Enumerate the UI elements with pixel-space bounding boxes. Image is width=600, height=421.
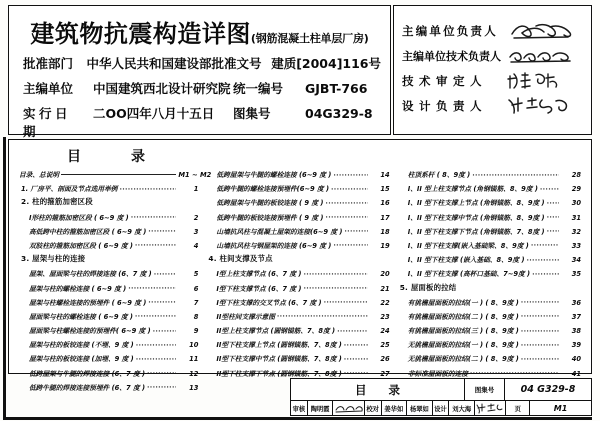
signatory-row bbox=[402, 68, 584, 93]
toc-leader-dots bbox=[547, 198, 559, 205]
toc-entry-page: 14 bbox=[380, 171, 390, 179]
toc-entry-page: 28 bbox=[571, 171, 581, 179]
toc-leader-dots bbox=[153, 326, 177, 333]
footer-name-reviewer: 陶明霞 bbox=[308, 401, 334, 415]
toc-entry-page: 7 bbox=[193, 298, 199, 307]
footer-page-label: 页 bbox=[506, 401, 530, 415]
toc-entry-label: I型上柱支撑节点 (6、7 度 ) bbox=[216, 270, 302, 279]
toc-entry[interactable] bbox=[398, 312, 581, 326]
toc-entry[interactable] bbox=[206, 184, 389, 198]
toc-entry-label: 有挑檐屋面板的拉结(三 ) ( 8、9度 ) bbox=[407, 327, 519, 336]
toc-leader-dots bbox=[154, 269, 177, 276]
toc-entry-label: 低跨牛腿的螺栓连接预埋件(6~9 度 ) bbox=[216, 185, 330, 194]
header-signature-panel bbox=[393, 5, 592, 135]
footer-role-designer: 设计 bbox=[433, 401, 450, 415]
title-sub-text: (钢筋混凝土柱单层厂房) bbox=[250, 32, 369, 45]
meta-label-atlas-no: 图集号 bbox=[233, 106, 271, 121]
toc-leader-dots bbox=[337, 326, 368, 333]
meta-value-atlas-no: 04G329-8 bbox=[305, 106, 373, 121]
toc-entry[interactable] bbox=[398, 326, 581, 340]
toc-entry-label: II型下柱支撑中节点 (圆钢锚筋、7、8度 ) bbox=[216, 355, 342, 364]
toc-entry-label: II型下柱支撑下节点 (圆钢锚筋、7、8度 ) bbox=[216, 369, 342, 378]
toc-leader-dots bbox=[547, 213, 559, 220]
toc-leader-dots bbox=[131, 213, 177, 220]
toc-leader-dots bbox=[136, 340, 177, 347]
toc-entry-page: 3 bbox=[193, 227, 199, 236]
toc-entry-label: I、II 型上柱支撑节点 (角钢锚筋、8、9度 ) bbox=[407, 185, 538, 194]
page-bottom-edge-rule bbox=[3, 417, 592, 420]
toc-entry-label: 屋架与柱螺栓连接的预埋件 ( 6~9 度 ) bbox=[29, 298, 147, 307]
toc-entry-page: 10 bbox=[189, 341, 199, 350]
toc-entry-label: 屋面梁与柱的螺栓连接 ( 6~9 度 ) bbox=[29, 312, 133, 321]
toc-leader-dots bbox=[304, 284, 368, 291]
footer-name-designer: 刘大海 bbox=[449, 401, 475, 415]
toc-entry-page: 39 bbox=[571, 341, 581, 350]
toc-entry-page: 12 bbox=[189, 369, 199, 378]
toc-leader-dots bbox=[148, 227, 176, 234]
toc-entry-label: I形柱的箍筋加密区段 ( 6~9 度 ) bbox=[29, 213, 129, 222]
toc-column-3 bbox=[394, 170, 585, 378]
toc-entry-page: 34 bbox=[571, 256, 581, 265]
toc-entry-page: M1 ~ M2 bbox=[178, 171, 212, 179]
meta-label-approval-no: 批准文号 bbox=[211, 56, 262, 71]
toc-leader-dots bbox=[331, 184, 368, 191]
toc-entry[interactable] bbox=[398, 241, 581, 255]
toc-entry-label: 屋架、屋面梁与柱的焊接连接 (6、7 度 ) bbox=[29, 270, 152, 279]
toc-entry-page: 36 bbox=[571, 298, 581, 307]
toc-entry-label: 有挑檐屋面板的拉结(一 ) ( 8、9度 ) bbox=[407, 298, 519, 307]
toc-leader-dots bbox=[148, 298, 176, 305]
toc-entry[interactable] bbox=[206, 312, 389, 326]
meta-row bbox=[23, 104, 381, 139]
toc-leader-dots bbox=[333, 241, 367, 248]
toc-entry-label: II型柱间支撑示意图 bbox=[216, 312, 275, 321]
toc-entry-label: 5. 屋面板的拉结 bbox=[399, 282, 457, 292]
toc-leader-dots bbox=[135, 241, 177, 248]
signatory-label-chief-editor: 主编单位负责人 bbox=[402, 23, 498, 38]
meta-row bbox=[23, 79, 381, 102]
toc-entry-label: I、II 型下柱支撑 (嵌入基础、8、9度 ) bbox=[407, 256, 525, 265]
footer-atlas-label: 图集号 bbox=[465, 379, 505, 400]
toc-entry-page: 5 bbox=[193, 270, 199, 279]
toc-entry-page: 13 bbox=[189, 383, 199, 392]
toc-entry-page: 9 bbox=[193, 327, 199, 336]
toc-leader-dots bbox=[344, 340, 368, 347]
toc-entry[interactable] bbox=[19, 340, 198, 354]
signatory-label-chief-tech: 主编单位技术负责人 bbox=[402, 49, 501, 63]
toc-entry[interactable] bbox=[206, 284, 389, 298]
toc-entry-label: II型下柱支撑上节点 (圆钢锚筋、7、8度 ) bbox=[216, 341, 342, 350]
signatory-row bbox=[402, 93, 584, 118]
footer-atlas-value: 04 G329-8 bbox=[520, 384, 576, 396]
title-main-text: 建筑物抗震构造详图 bbox=[30, 20, 251, 48]
toc-leader-dots bbox=[521, 312, 559, 319]
toc-entry[interactable] bbox=[19, 312, 198, 326]
toc-entry[interactable] bbox=[398, 298, 581, 312]
toc-leader-dots bbox=[325, 213, 367, 220]
toc-entry-label: 低跨屋架与牛腿的螺栓连接 (6~9 度 ) bbox=[216, 171, 332, 179]
toc-entry-label: 屋架与柱的螺栓连接 ( 6~9 度 ) bbox=[29, 284, 127, 293]
toc-entry-page: 17 bbox=[380, 213, 390, 222]
toc-entry-page: 19 bbox=[380, 241, 390, 250]
toc-entry-label: 低跨屋架与牛腿的板铰连接 ( 9 度 ) bbox=[216, 199, 324, 208]
toc-entry-page: 2 bbox=[193, 213, 199, 222]
toc-entry-page: 22 bbox=[380, 298, 390, 307]
toc-leader-dots bbox=[531, 241, 559, 248]
toc-leader-dots bbox=[325, 198, 367, 205]
toc-entry[interactable] bbox=[19, 369, 198, 383]
toc-entry-label: 双肢柱的箍筋加密区段 ( 6~9 度 ) bbox=[29, 241, 133, 250]
toc-entry-label: 山墙抗风柱与混凝土屋架的连接(6~9 度 ) bbox=[216, 227, 343, 236]
toc-entry[interactable] bbox=[398, 340, 581, 354]
toc-entry-page: 18 bbox=[380, 227, 390, 236]
toc-entry-page: 29 bbox=[571, 185, 581, 194]
signatory-row bbox=[402, 43, 584, 68]
toc-entry[interactable] bbox=[206, 198, 389, 212]
toc-entry-label: 低跨牛腿的板铰连接预埋件 ( 9 度 ) bbox=[216, 213, 324, 222]
toc-entry-label: 屋架与柱的板铰连接 (不埋、9 度 ) bbox=[29, 341, 134, 350]
toc-entry-page: 4 bbox=[193, 241, 199, 250]
footer-page-value: M1 bbox=[553, 403, 568, 413]
toc-entry-page: 24 bbox=[380, 327, 390, 336]
toc-entry[interactable] bbox=[19, 227, 198, 241]
toc-entry-page: 23 bbox=[380, 312, 390, 321]
toc-leader-dots bbox=[128, 284, 176, 291]
toc-entry[interactable] bbox=[19, 354, 198, 368]
toc-entry-label: I、II 型下柱支撑(嵌入基础梁、8、9度 ) bbox=[407, 241, 529, 250]
header-main-panel bbox=[8, 5, 391, 139]
toc-leader-dots bbox=[136, 354, 177, 361]
page-left-edge-rule bbox=[3, 137, 6, 420]
toc-entry-label: 山墙抗风柱与钢屋架的连接 (6~9 度 ) bbox=[216, 241, 332, 250]
toc-entry-label: 无挑檐屋面板的拉结(二 ) ( 8、9度 ) bbox=[407, 355, 519, 364]
toc-entry-label: I型下柱支撑的交叉节点 (6、7 度 ) bbox=[216, 298, 322, 307]
toc-leader-dots bbox=[344, 227, 367, 234]
toc-entry-label: I型下柱支撑节点 (6、7 度 ) bbox=[216, 284, 302, 293]
toc-leader-dots bbox=[540, 184, 559, 191]
toc-leader-dots bbox=[472, 170, 559, 177]
signature-chief-editor bbox=[506, 20, 584, 42]
footer-sheet-title: 目录 bbox=[291, 379, 465, 400]
toc-entry-label: 高低跨中柱的箍筋加密区段 ( 6~9 度 ) bbox=[29, 227, 147, 236]
toc-leader-dots bbox=[135, 312, 177, 319]
toc-entry[interactable] bbox=[19, 298, 198, 312]
toc-entry-page: 35 bbox=[571, 270, 581, 279]
toc-entry-page: 41 bbox=[571, 369, 581, 378]
footer-title-block bbox=[290, 378, 592, 416]
toc-entry-label: 低跨牛腿的焊接连接预埋件 (6、7 度 ) bbox=[29, 383, 146, 392]
toc-entry[interactable] bbox=[206, 298, 389, 312]
meta-label-approval-dept: 批准部门 bbox=[23, 56, 74, 71]
meta-value-approval-no: 建质[2004]116号 bbox=[271, 56, 381, 71]
toc-leader-dots bbox=[470, 369, 559, 376]
signature-chief-tech bbox=[506, 45, 584, 67]
toc-entry[interactable] bbox=[398, 354, 581, 368]
toc-leader-dots bbox=[344, 369, 368, 376]
toc-column-1 bbox=[15, 170, 212, 392]
toc-section-heading[interactable] bbox=[398, 284, 581, 298]
toc-entry-page: 6 bbox=[193, 284, 199, 293]
toc-entry-page: 11 bbox=[189, 355, 199, 364]
meta-value-effective-date: 二OO四年八月十五日 bbox=[93, 106, 215, 121]
toc-entry[interactable] bbox=[19, 284, 198, 298]
toc-entry[interactable] bbox=[206, 241, 389, 255]
toc-entry-page: 1 bbox=[193, 185, 199, 194]
meta-value-unified-no: GJBT-766 bbox=[305, 81, 368, 96]
toc-leader-dots bbox=[277, 312, 368, 319]
toc-entry[interactable] bbox=[398, 170, 581, 184]
toc-leader-dots bbox=[521, 326, 559, 333]
toc-entry-page: 15 bbox=[380, 185, 390, 194]
toc-entry[interactable] bbox=[398, 213, 581, 227]
page-title bbox=[9, 14, 390, 49]
meta-label-effective-date: 实行日期 bbox=[23, 106, 72, 139]
toc-entry-page: 26 bbox=[380, 355, 390, 364]
toc-entry[interactable] bbox=[206, 269, 389, 283]
toc-entry-page: 37 bbox=[571, 312, 581, 321]
toc-entry[interactable] bbox=[398, 255, 581, 269]
toc-entry[interactable] bbox=[206, 340, 389, 354]
toc-leader-dots bbox=[147, 369, 176, 376]
toc-entry-label: II型上柱支撑节点 (圆钢锚筋、7、8度 ) bbox=[216, 327, 336, 336]
toc-entry[interactable] bbox=[19, 383, 198, 397]
toc-entry-label: 屋面梁与柱螺栓连接的预埋件( 6~9 度 ) bbox=[29, 327, 151, 336]
toc-entry-label: I、II 型下柱支撑 (高杯口基础、7~9度 ) bbox=[407, 270, 531, 279]
signature-design-lead bbox=[506, 95, 584, 117]
toc-entry[interactable] bbox=[19, 326, 198, 340]
toc-entry-page: 33 bbox=[571, 241, 581, 250]
toc-entry-page: 32 bbox=[571, 227, 581, 236]
toc-entry-page: 25 bbox=[380, 341, 390, 350]
toc-entry[interactable] bbox=[19, 184, 198, 198]
signatory-row bbox=[402, 18, 584, 43]
toc-entry-label: 无挑檐屋面板的拉结(一 ) ( 8、9度 ) bbox=[407, 341, 519, 350]
footer-signature-reviewer bbox=[333, 401, 364, 415]
toc-entry[interactable] bbox=[19, 241, 198, 255]
toc-entry-label: 柱顶系杆 ( 8、9度 ) bbox=[407, 171, 471, 179]
toc-leader-dots bbox=[532, 269, 559, 276]
toc-leader-dots bbox=[527, 255, 559, 262]
toc-entry-page: 21 bbox=[380, 284, 390, 293]
toc-leader-dots bbox=[147, 383, 176, 390]
toc-leader-dots bbox=[333, 170, 367, 177]
footer-role-reviewer: 审核 bbox=[291, 401, 308, 415]
meta-row bbox=[23, 54, 381, 77]
toc-entry[interactable] bbox=[19, 213, 198, 227]
signatory-label-tech-reviewer: 技术审定人 bbox=[402, 73, 487, 88]
signatory-table bbox=[402, 18, 584, 118]
toc-leader-dots bbox=[119, 184, 176, 191]
document-header bbox=[8, 5, 592, 139]
toc-entry[interactable] bbox=[398, 198, 581, 212]
toc-entry-label: I、II 型下柱支撑下节点 (角钢锚筋、7、8度 ) bbox=[407, 227, 545, 236]
toc-entry[interactable] bbox=[206, 354, 389, 368]
toc-entry-label: 非标准屋面板的连接 bbox=[407, 369, 468, 378]
toc-entry-label: 目录、总说明 bbox=[19, 171, 60, 179]
toc-section-heading[interactable] bbox=[19, 255, 198, 269]
footer-signature-designer bbox=[475, 401, 506, 415]
toc-leader-dots bbox=[521, 340, 559, 347]
footer-role-checker: 校对 bbox=[365, 401, 382, 415]
toc-leader-dots bbox=[61, 170, 176, 177]
toc-entry-page: 31 bbox=[571, 213, 581, 222]
toc-leader-dots bbox=[521, 354, 559, 361]
meta-label-editor-unit: 主编单位 bbox=[23, 81, 74, 96]
footer-signature-checker: 杨翠如 bbox=[407, 401, 433, 415]
toc-entry-label: 1. 厂房平、剖面及节点选用举例 bbox=[21, 185, 118, 194]
toc-entry-label: 4. 柱间支撑及节点 bbox=[208, 254, 273, 264]
toc-column-2 bbox=[202, 170, 393, 378]
toc-entry-label: 2. 柱的箍筋加密区段 bbox=[21, 197, 93, 207]
footer-signoff-row bbox=[291, 401, 591, 415]
toc-leader-dots bbox=[304, 269, 368, 276]
toc-entry[interactable] bbox=[19, 170, 212, 184]
toc-entry-label: 屋架与柱的板铰连接 (加埋、9 度 ) bbox=[29, 355, 134, 364]
header-meta-table bbox=[23, 54, 381, 139]
signatory-label-design-lead: 设计负责人 bbox=[402, 98, 487, 113]
toc-entry-page: 8 bbox=[193, 312, 199, 321]
signature-tech-reviewer bbox=[506, 70, 584, 92]
toc-leader-dots bbox=[521, 298, 559, 305]
toc-entry[interactable] bbox=[398, 184, 581, 198]
toc-entry[interactable] bbox=[398, 227, 581, 241]
toc-entry-page: 38 bbox=[571, 327, 581, 336]
toc-entry-page: 30 bbox=[571, 199, 581, 208]
toc-leader-dots bbox=[344, 354, 368, 361]
toc-entry-label: 低跨屋架与牛腿的焊接连接 (6、7 度 ) bbox=[29, 369, 146, 378]
meta-value-editor-unit: 中国建筑西北设计研究院 bbox=[93, 81, 231, 96]
toc-entry[interactable] bbox=[206, 227, 389, 241]
footer-top-row bbox=[291, 379, 591, 401]
meta-value-approval-dept: 中华人民共和国建设部 bbox=[86, 56, 212, 71]
toc-section-heading[interactable] bbox=[19, 198, 198, 212]
toc-entry[interactable] bbox=[206, 213, 389, 227]
toc-entry-page: 27 bbox=[380, 369, 390, 378]
toc-leader-dots bbox=[547, 227, 559, 234]
toc-entry[interactable] bbox=[206, 326, 389, 340]
toc-entry-page: 20 bbox=[380, 270, 390, 279]
toc-entry-label: 3. 屋架与柱的连接 bbox=[21, 254, 86, 264]
toc-entry-page: 40 bbox=[571, 355, 581, 364]
toc-entry-label: I、II 型下柱支撑中节点 (角钢锚筋、8、9度 ) bbox=[407, 213, 545, 222]
toc-entry[interactable] bbox=[206, 170, 389, 184]
toc-section-heading[interactable] bbox=[206, 255, 389, 269]
toc-entry-label: 有挑檐屋面板的拉结(二 ) ( 8、9度 ) bbox=[407, 312, 519, 321]
toc-leader-dots bbox=[324, 298, 368, 305]
toc-entry[interactable] bbox=[19, 269, 198, 283]
toc-entry-label: I、II 型下柱支撑上节点 (角钢锚筋、8、9度 ) bbox=[407, 199, 545, 208]
meta-label-unified-no: 统一编号 bbox=[233, 81, 284, 96]
footer-name-checker: 姜华如 bbox=[382, 401, 408, 415]
toc-heading: 目录 bbox=[67, 149, 195, 165]
toc-entry-page: 16 bbox=[380, 199, 390, 208]
toc-entry[interactable] bbox=[398, 269, 581, 283]
